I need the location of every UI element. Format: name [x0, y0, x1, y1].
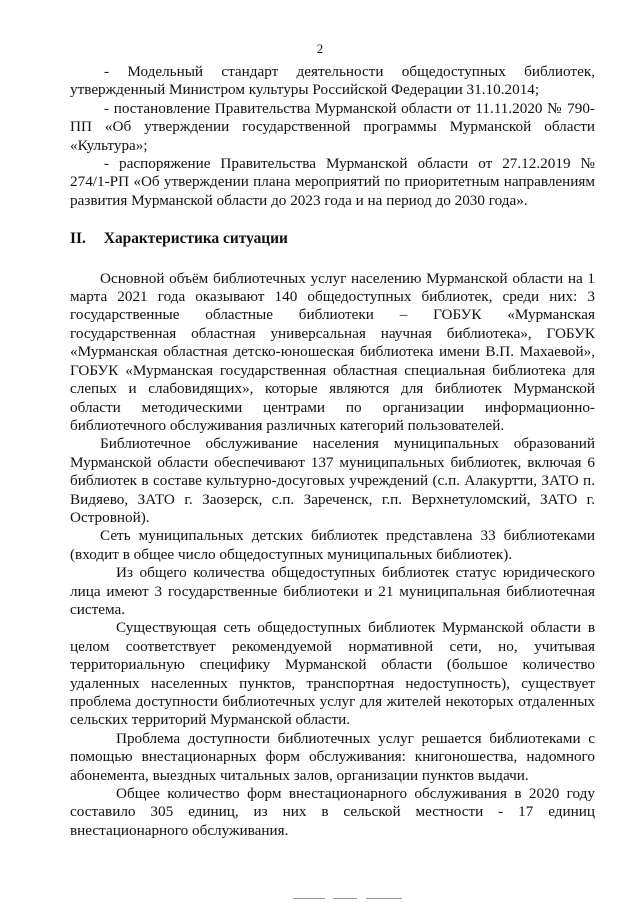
section-number: II.	[70, 230, 86, 248]
document-body	[70, 63, 595, 840]
paragraph-legal-status: Из общего количества общедоступных библиотек статус юридического лица имеют 3 государственные библиотеки и 21 муниципальная библиотечная система.	[70, 564, 595, 618]
section-title: Характеристика ситуации	[103, 230, 288, 248]
paragraph-mobile-count: Общее количество форм внестационарного обслуживания в 2020 году составило 305 единиц, из них в сельской местности - 17 единиц внестационарного обслуживания.	[70, 785, 595, 839]
footer-divider	[293, 898, 325, 899]
list-item-order: - распоряжение Правительства Мурманской области от 27.12.2019 № 274/1-РП «Об утверждении плана мероприятий по приоритетным направлениям развития Мурманской области до 2023 года и на период до 2030 года».	[70, 155, 595, 209]
paragraph-mobile-forms: Проблема доступности библиотечных услуг решается библиотеками с помощью внестационарных форм обслуживания: книгоношества, надомного абонемента, выездных читальных залов, организации пунктов выдачи.	[70, 729, 595, 784]
list-item-standard: - Модельный стандарт деятельности общедоступных библиотек, утвержденный Министром культуры Российской Федерации 31.10.2014;	[70, 63, 595, 99]
paragraph-main-volume: Основной объём библиотечных услуг населению Мурманской области на 1 марта 2021 года оказывают 140 общедоступных библиотек, среди них: 3 государственные областные библиотеки – ГОБУК «Мурманская государственная областная универсальная научная библиотека», ГОБУК «Мурманская областная детско-юношеская библиотека имени В.П. Махаевой», ГОБУК «Мурманская государственная областная специальная библиотека для слепых и слабовидящих», которые являются для библиотек Мурманской области методическими центрами по организации информационно-библиотечного обслуживания различных категорий пользователей.	[70, 269, 595, 434]
footer-divider	[333, 898, 357, 899]
paragraph-municipal-service: Библиотечное обслуживание населения муниципальных образований Мурманской области обеспечивают 137 муниципальных библиотек, включая 6 библиотек в составе культурно-досуговых учреждений (с.п. Алакуртти, ЗАТО п. Видяево, ЗАТО г. Заозерск, с.п. Зареченск, г.п. Верхнетуломский, ЗАТО г. Островной).	[70, 435, 595, 526]
page-number: 2	[316, 41, 324, 56]
list-item-resolution: - постановление Правительства Мурманской области от 11.11.2020 № 790-ПП «Об утверждении государственной программы Мурманской области «Культура»;	[70, 99, 595, 154]
paragraph-network-accessibility: Существующая сеть общедоступных библиотек Мурманской области в целом соответствует рекомендуемой нормативной сети, но, учитывая территориальную специфику Мурманской области (большое количество удаленных населенных пунктов, транспортная недоступность), существует проблема доступности библиотечных услуг для жителей некоторых отдаленных сельских территорий Мурманской области.	[70, 619, 595, 729]
section-heading	[70, 230, 595, 248]
paragraph-children-libraries: Сеть муниципальных детских библиотек представлена 33 библиотеками (входит в общее число общедоступных муниципальных библиотек).	[70, 527, 595, 563]
footer-divider	[366, 898, 402, 899]
